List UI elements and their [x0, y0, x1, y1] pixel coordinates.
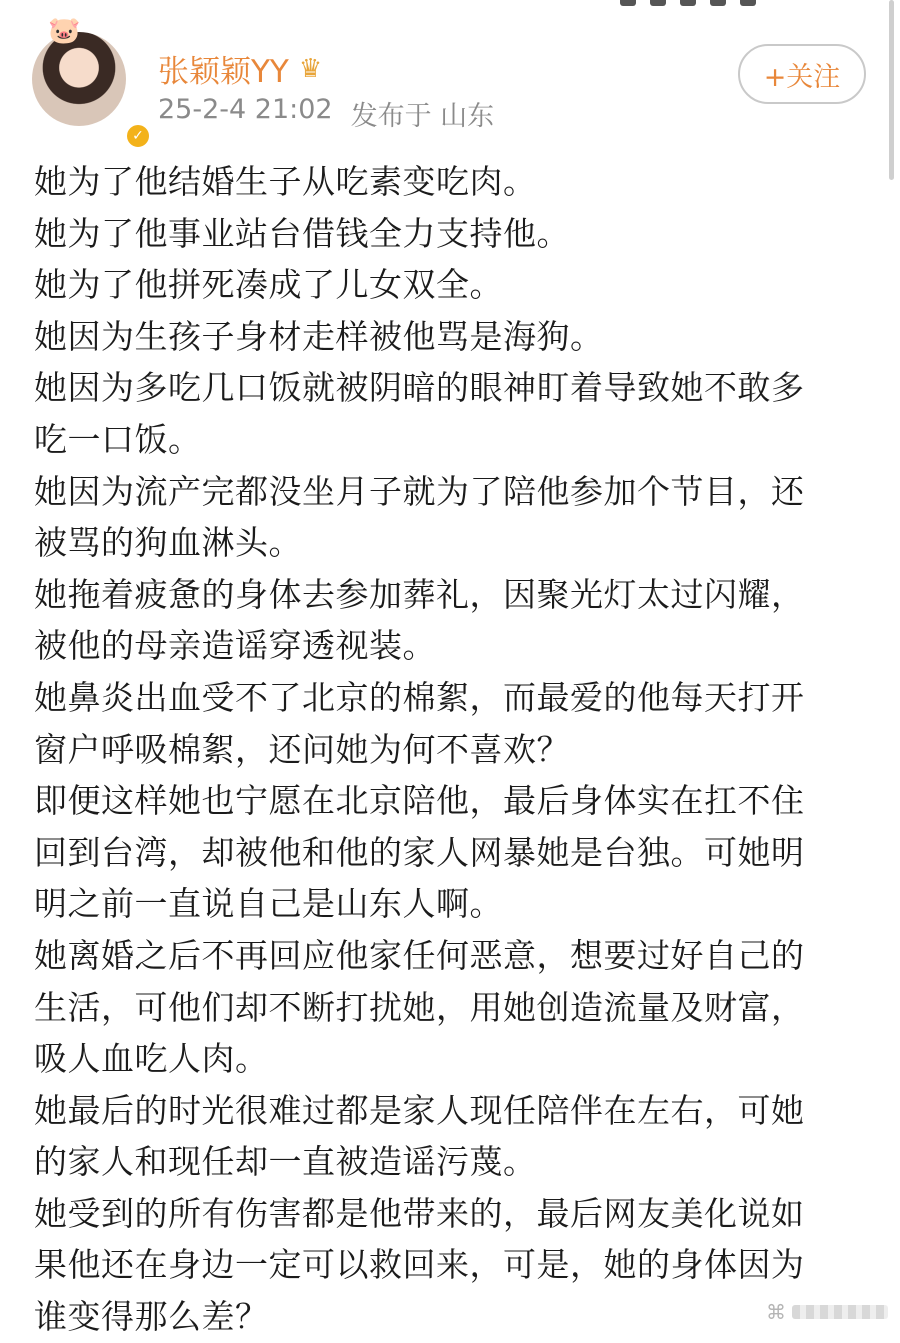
verified-badge-icon: ✓	[124, 122, 152, 150]
status-icon	[710, 0, 726, 6]
post-line: 吸人血吃人肉。	[34, 1039, 269, 1079]
watermark-text-blurred	[792, 1305, 888, 1319]
avatar[interactable]	[32, 16, 144, 144]
pig-sticker-icon: 🐷	[48, 16, 81, 46]
post-line: 果他还在身边一定可以救回来，可是，她的身体因为	[34, 1245, 805, 1285]
post-line: 她鼻炎出血受不了北京的棉絮，而最爱的他每天打开	[34, 677, 805, 717]
post-line: 她离婚之后不再回应他家任何恶意，想要过好自己的	[34, 935, 805, 975]
post-line: 她因为流产完都没坐月子就为了陪他参加个节目，还	[34, 471, 805, 511]
status-bar-icons	[620, 0, 860, 12]
post-line: 吃一口饭。	[34, 419, 202, 459]
post-line: 被骂的狗血淋头。	[34, 523, 302, 563]
username[interactable]: 张颖颖YY	[158, 54, 289, 90]
post-body	[34, 156, 874, 1343]
post-line: 她因为多吃几口饭就被阴暗的眼神盯着导致她不敢多	[34, 368, 805, 408]
post-line: 被他的母亲造谣穿透视装。	[34, 626, 436, 666]
post-line: 她为了他事业站台借钱全力支持他。	[34, 213, 570, 253]
post-line: 她拖着疲惫的身体去参加葬礼，因聚光灯太过闪耀，	[34, 574, 805, 614]
post-line: 回到台湾，却被他和他的家人网暴她是台独。可她明	[34, 832, 805, 872]
follow-button[interactable]: +关注	[738, 44, 866, 104]
post-line: 她因为生孩子身材走样被他骂是海狗。	[34, 316, 604, 356]
status-icon	[620, 0, 636, 6]
post-header	[0, 14, 900, 144]
post-line: 她受到的所有伤害都是他带来的，最后网友美化说如	[34, 1193, 805, 1233]
post-line: 她最后的时光很难过都是家人现任陪伴在左右，可她	[34, 1090, 805, 1130]
watermark-logo-icon: ⌘	[766, 1300, 786, 1324]
post-line: 窗户呼吸棉絮，还问她为何不喜欢？	[34, 729, 570, 769]
post-line: 的家人和现任却一直被造谣污蔑。	[34, 1142, 537, 1182]
status-icon	[680, 0, 696, 6]
post-line: 即便这样她也宁愿在北京陪他，最后身体实在扛不住	[34, 781, 805, 821]
watermark	[766, 1300, 888, 1324]
post-location: 发布于 山东	[350, 101, 495, 132]
username-row	[158, 46, 322, 91]
post-timestamp: 25-2-4 21:02	[158, 94, 333, 125]
crown-icon: ♛	[298, 53, 323, 84]
post-line: 她为了他拼死凑成了儿女双全。	[34, 265, 503, 305]
post-line: 她为了他结婚生子从吃素变吃肉。	[34, 162, 537, 201]
status-icon	[650, 0, 666, 6]
post-meta	[158, 94, 494, 133]
post-line: 生活，可他们却不断打扰她，用她创造流量及财富，	[34, 987, 805, 1027]
post-line: 明之前一直说自己是山东人啊。	[34, 884, 503, 924]
post-line: 谁变得那么差？	[34, 1297, 269, 1337]
status-icon	[740, 0, 756, 6]
